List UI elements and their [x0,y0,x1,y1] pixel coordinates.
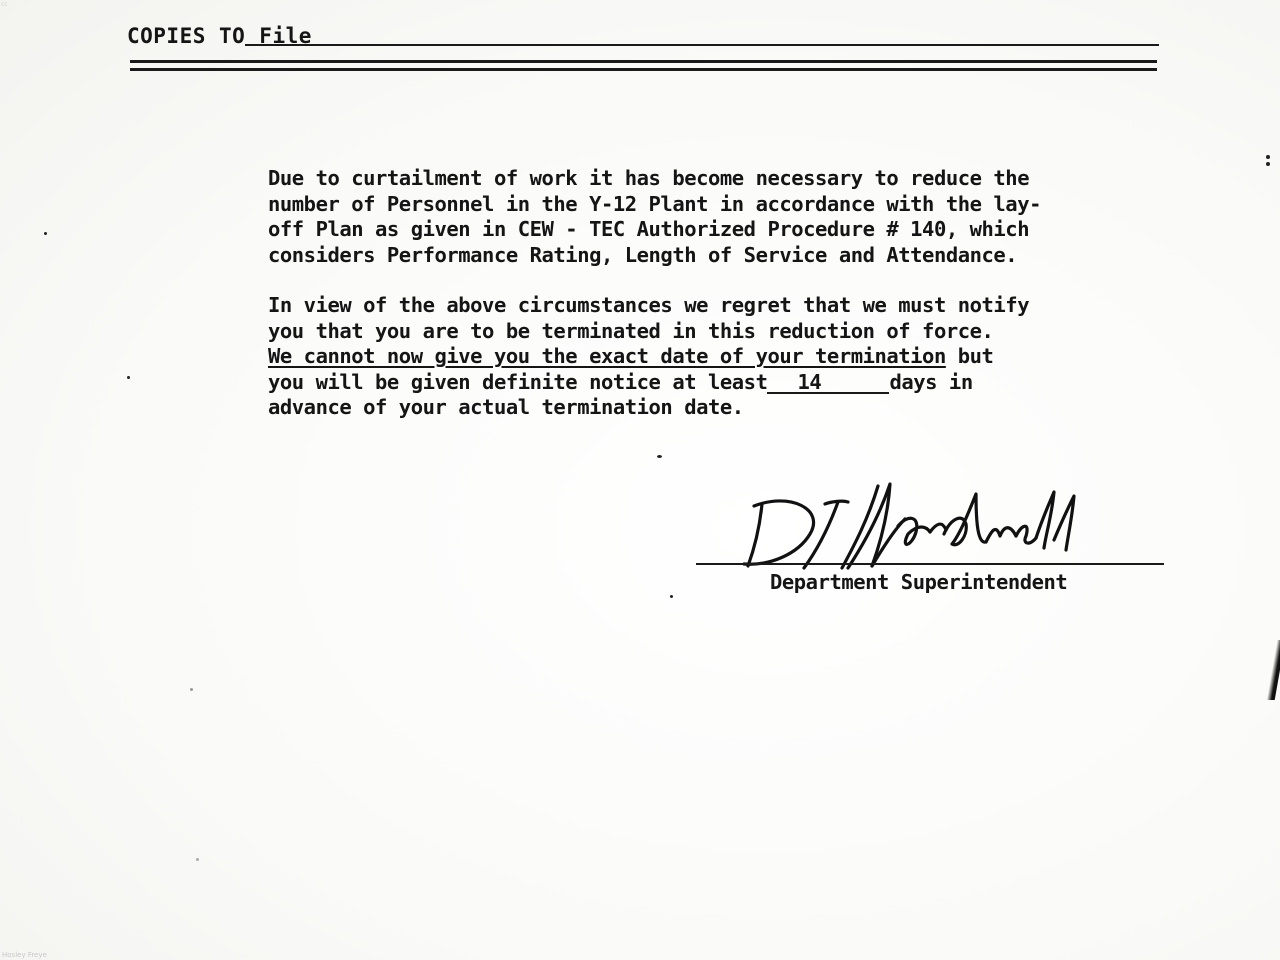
signer-title: Department Superintendent [770,570,1068,594]
paper-speck [196,858,199,861]
notice-days-field: 14 [767,372,889,394]
paper-speck [44,232,47,235]
notice-text-before: you will be given definite notice at least [268,369,768,394]
copies-to-underline [245,44,1159,46]
paragraph-termination-notice [268,293,1098,421]
signature-line [696,563,1164,565]
notice-text-after: days in [889,369,973,394]
paragraph-line: considers Performance Rating, Length of Service and Attendance. [268,242,1018,267]
corner-mark: cc [1,1,8,8]
paragraph-line: Due to curtailment of work it has become necessary to reduce the [268,166,1030,190]
paragraph-line: you that you are to be terminated in this reduction of force. [268,318,994,343]
paper-speck [1266,155,1270,159]
handwritten-signature [730,474,1090,574]
paragraph-line [268,344,1098,370]
line-tail: but [945,344,994,368]
scan-watermark: Hosley Freye [2,951,47,959]
paragraph-line: In view of the above circumstances we regret that we must notify [268,293,1030,317]
paragraph-line: advance of your actual termination date. [268,395,744,419]
paper-speck [127,376,130,379]
copies-to-value: File [259,24,312,48]
underlined-statement: We cannot now give you the exact date of your termination [268,344,946,368]
paper-speck [1266,162,1270,166]
paper-speck [657,455,662,458]
copies-to-label: COPIES TO [127,24,246,48]
paragraph-line: number of Personnel in the Y-12 Plant in accordance with the lay- [268,191,1041,216]
paper-speck [190,688,193,691]
header-double-rule [130,60,1157,71]
paragraph-layoff-reason [268,166,1098,268]
paper-speck [670,595,673,598]
page-edge-mark [1267,640,1280,700]
signature-block [690,474,1170,604]
paragraph-line [268,370,1098,396]
paragraph-line: off Plan as given in CEW - TEC Authorized Procedure # 140, which [268,217,1030,241]
